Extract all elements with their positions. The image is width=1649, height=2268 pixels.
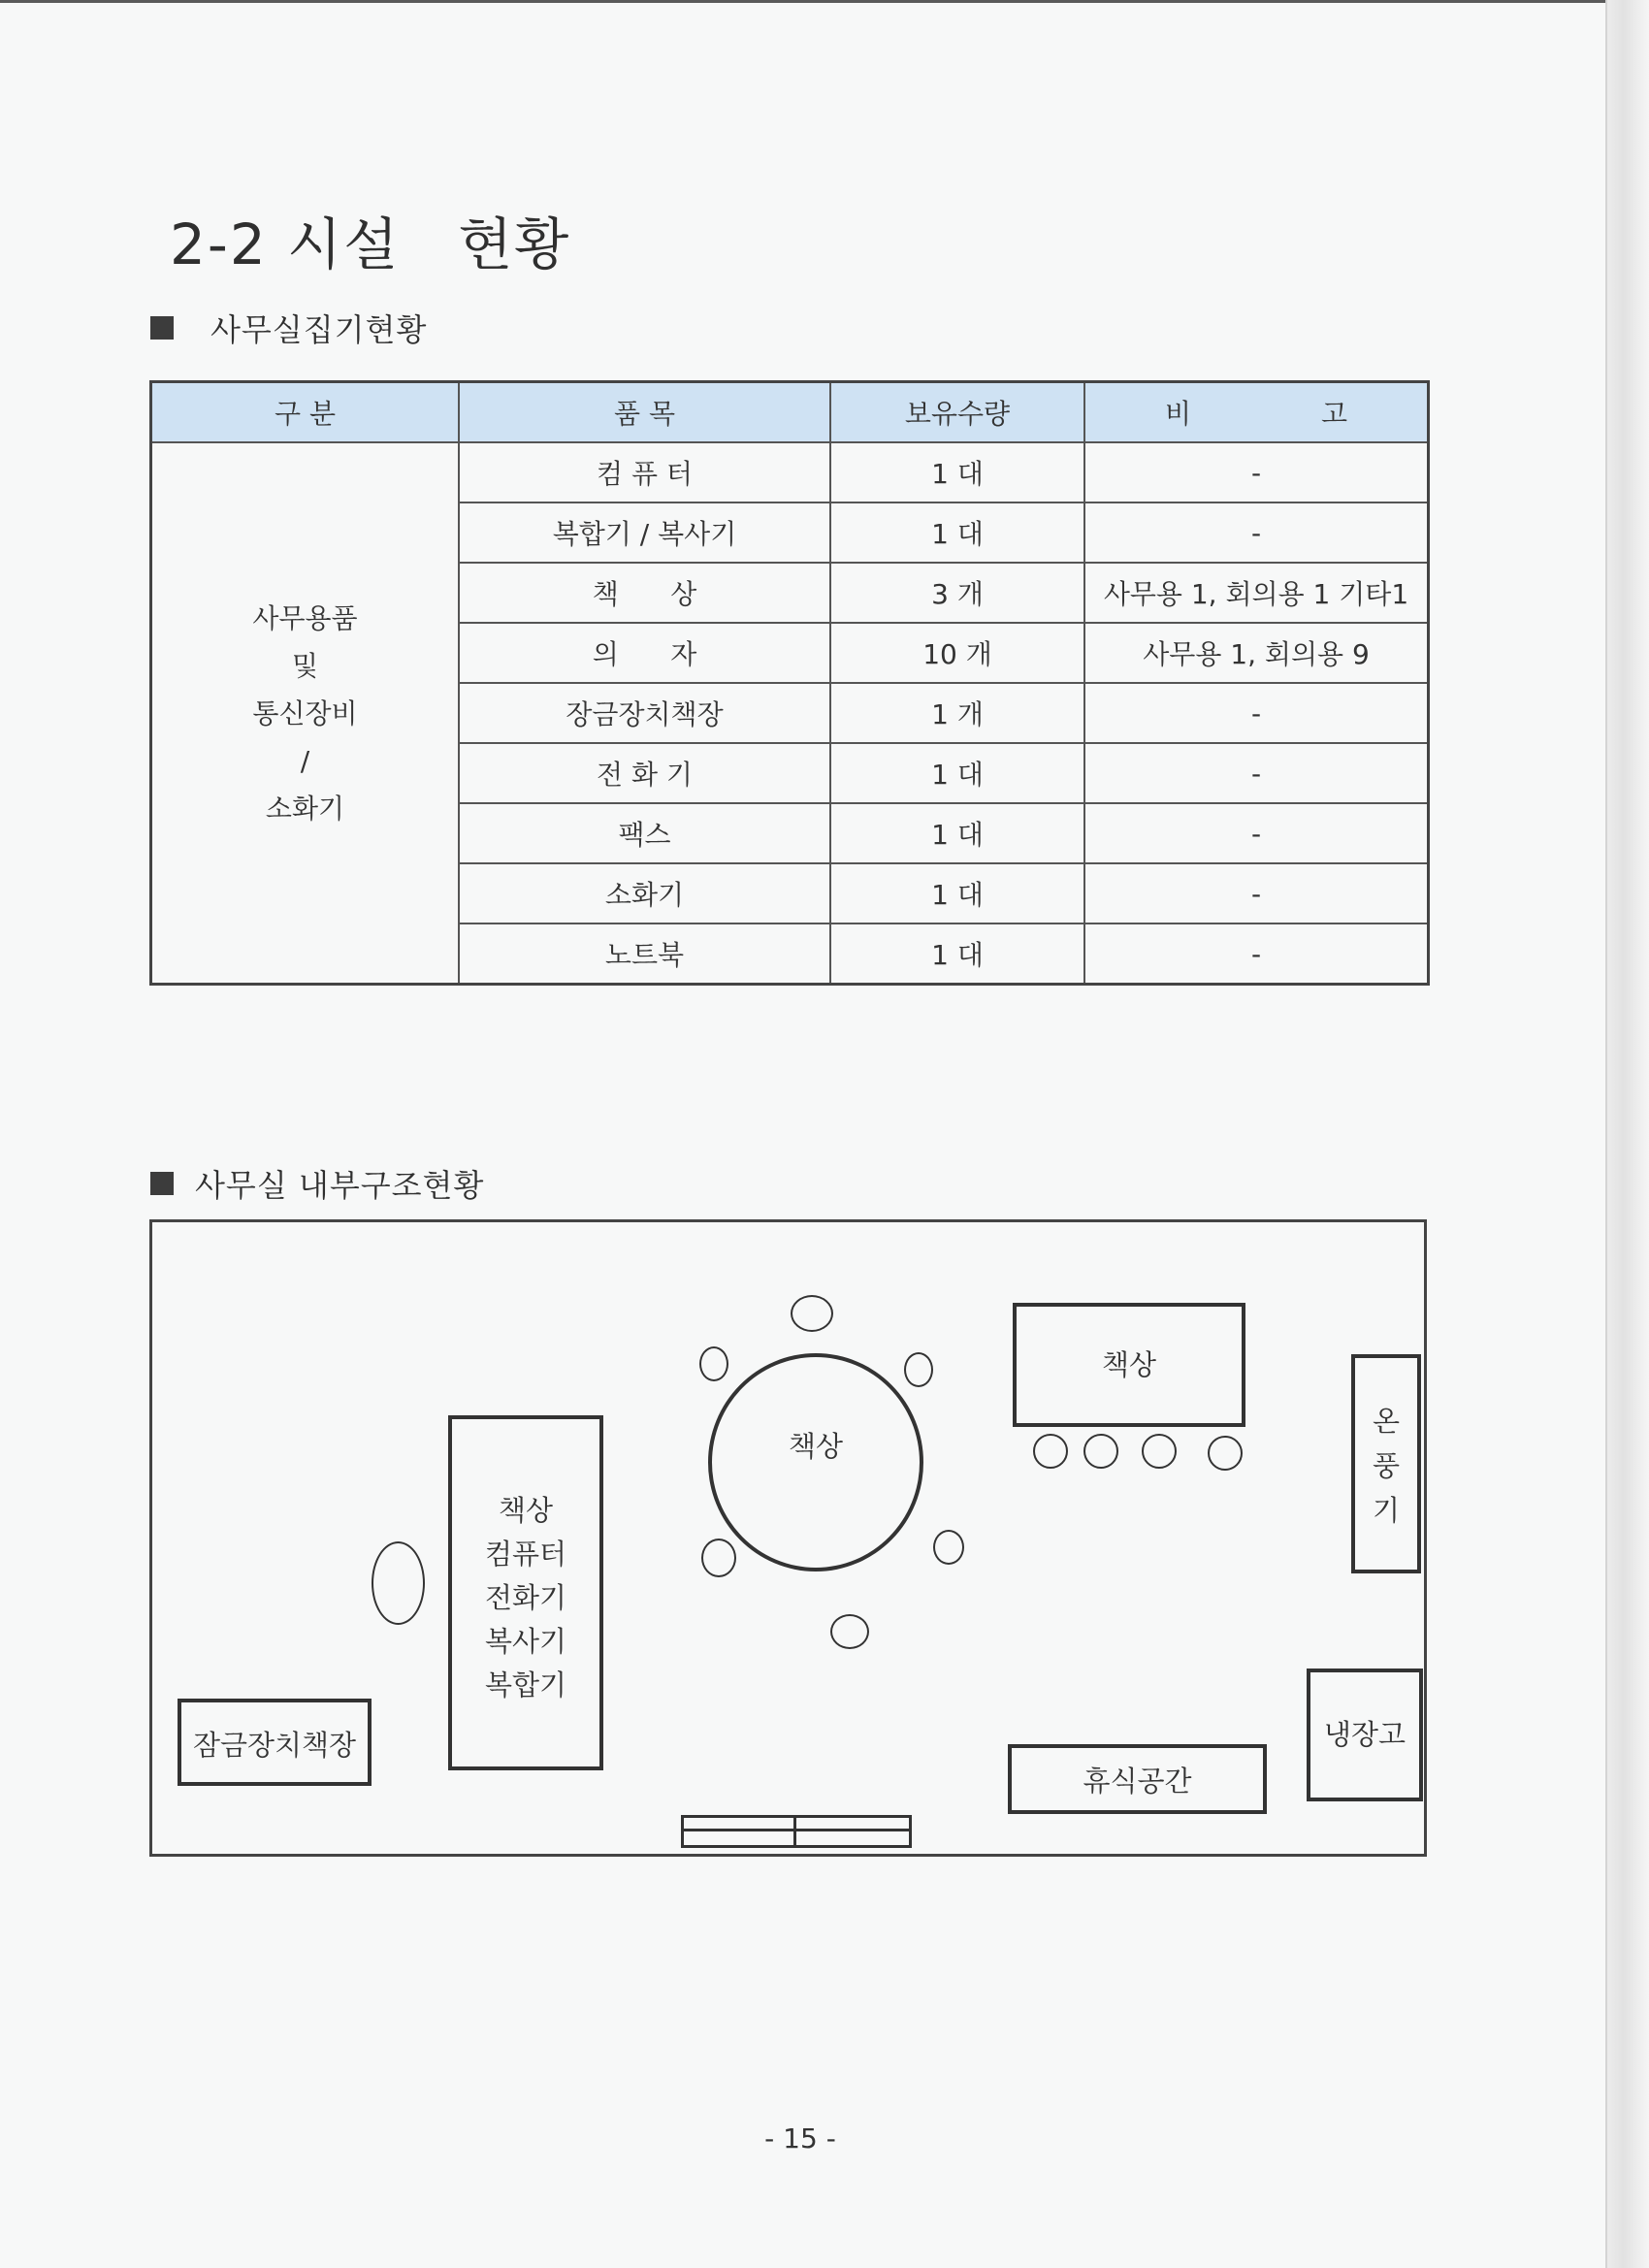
note-cell: - bbox=[1084, 502, 1429, 563]
category-line: 통신장비 bbox=[252, 697, 358, 729]
chair-icon bbox=[830, 1614, 869, 1649]
fridge-label: 냉장고 bbox=[1323, 1718, 1406, 1751]
chair-icon bbox=[904, 1352, 933, 1387]
table-row bbox=[151, 442, 1429, 502]
scan-edge-line bbox=[1605, 0, 1607, 2268]
item-cell: 의 자 bbox=[459, 623, 830, 683]
item-cell: 장금장치책장 bbox=[459, 683, 830, 743]
chair-icon bbox=[701, 1539, 736, 1577]
note-cell: - bbox=[1084, 442, 1429, 502]
category-cell bbox=[151, 442, 460, 985]
item-cell: 노트북 bbox=[459, 923, 830, 985]
note-cell: - bbox=[1084, 803, 1429, 863]
chair-icon bbox=[699, 1346, 728, 1381]
header-quantity: 보유수량 bbox=[830, 382, 1084, 443]
qty-cell: 1 대 bbox=[830, 803, 1084, 863]
chair-icon bbox=[933, 1530, 964, 1565]
chair-icon bbox=[1083, 1434, 1118, 1469]
qty-cell: 10 개 bbox=[830, 623, 1084, 683]
chair-icon bbox=[1208, 1436, 1243, 1471]
title-part-2: 현황 bbox=[458, 211, 571, 277]
heater-char: 온 bbox=[1372, 1405, 1400, 1438]
scan-border-right bbox=[1606, 0, 1649, 2268]
rest-area-label: 휴식공간 bbox=[1083, 1765, 1192, 1798]
note-cell: 사무용 1, 회의용 1 기타1 bbox=[1084, 563, 1429, 623]
office-floor-plan bbox=[149, 1219, 1427, 1857]
page-number: - 15 - bbox=[764, 2122, 836, 2155]
item-cell: 복합기 / 복사기 bbox=[459, 502, 830, 563]
rest-area bbox=[1008, 1744, 1267, 1814]
section-equipment-heading bbox=[150, 306, 427, 350]
qty-cell: 1 대 bbox=[830, 442, 1084, 502]
header-note bbox=[1084, 382, 1429, 443]
main-desk-line: 전화기 bbox=[484, 1581, 567, 1614]
chair-icon bbox=[791, 1295, 833, 1332]
category-line: 소화기 bbox=[265, 792, 345, 825]
chair-icon bbox=[1033, 1434, 1068, 1469]
title-part-1: 2-2 시설 bbox=[170, 211, 401, 277]
item-cell: 컴 퓨 터 bbox=[459, 442, 830, 502]
item-cell: 소화기 bbox=[459, 863, 830, 923]
heater-char: 풍 bbox=[1372, 1449, 1400, 1482]
note-cell: - bbox=[1084, 923, 1429, 985]
item-cell: 전 화 기 bbox=[459, 743, 830, 803]
category-line: 사무용품 bbox=[252, 601, 358, 634]
round-desk-label: 책상 bbox=[788, 1430, 844, 1463]
door-icon bbox=[681, 1815, 912, 1848]
heater bbox=[1351, 1354, 1421, 1573]
qty-cell: 1 대 bbox=[830, 502, 1084, 563]
main-desk-line: 복합기 bbox=[484, 1669, 567, 1701]
section-equipment-title: 사무실집기현황 bbox=[210, 311, 428, 348]
note-cell: 사무용 1, 회의용 9 bbox=[1084, 623, 1429, 683]
equipment-table bbox=[149, 380, 1430, 986]
main-desk-line: 복사기 bbox=[484, 1625, 567, 1658]
bullet-square-icon bbox=[150, 1172, 174, 1195]
chair-icon bbox=[1142, 1434, 1177, 1469]
desk-top-right bbox=[1013, 1303, 1245, 1427]
header-note-a: 비 bbox=[1165, 398, 1192, 430]
main-desk-line: 책상 bbox=[498, 1494, 554, 1527]
header-note-b: 고 bbox=[1320, 398, 1347, 430]
qty-cell: 1 개 bbox=[830, 683, 1084, 743]
cabinet-label: 잠금장치책장 bbox=[192, 1729, 357, 1762]
category-line: / bbox=[300, 744, 310, 777]
qty-cell: 1 대 bbox=[830, 923, 1084, 985]
note-cell: - bbox=[1084, 863, 1429, 923]
item-cell: 책 상 bbox=[459, 563, 830, 623]
item-cell: 팩스 bbox=[459, 803, 830, 863]
note-cell: - bbox=[1084, 743, 1429, 803]
header-item: 품 목 bbox=[459, 382, 830, 443]
qty-cell: 1 대 bbox=[830, 863, 1084, 923]
main-desk-line: 컴퓨터 bbox=[484, 1538, 567, 1571]
main-desk bbox=[448, 1415, 603, 1770]
page-title bbox=[170, 199, 570, 280]
bullet-square-icon bbox=[150, 316, 174, 340]
note-cell: - bbox=[1084, 683, 1429, 743]
locking-cabinet bbox=[178, 1699, 372, 1786]
refrigerator bbox=[1307, 1669, 1423, 1801]
heater-char: 기 bbox=[1372, 1494, 1400, 1527]
round-meeting-table bbox=[708, 1353, 923, 1571]
desk-top-right-label: 책상 bbox=[1101, 1348, 1157, 1381]
main-desk-label bbox=[452, 1489, 599, 1707]
category-line: 및 bbox=[291, 649, 319, 682]
section-layout-title: 사무실 내부구조현황 bbox=[195, 1167, 485, 1204]
qty-cell: 3 개 bbox=[830, 563, 1084, 623]
heater-label bbox=[1355, 1399, 1417, 1533]
scan-border-top bbox=[0, 0, 1649, 3]
section-layout-heading bbox=[150, 1161, 484, 1206]
chair-icon bbox=[372, 1541, 425, 1625]
header-category: 구 분 bbox=[151, 382, 460, 443]
qty-cell: 1 대 bbox=[830, 743, 1084, 803]
table-header-row bbox=[151, 382, 1429, 443]
